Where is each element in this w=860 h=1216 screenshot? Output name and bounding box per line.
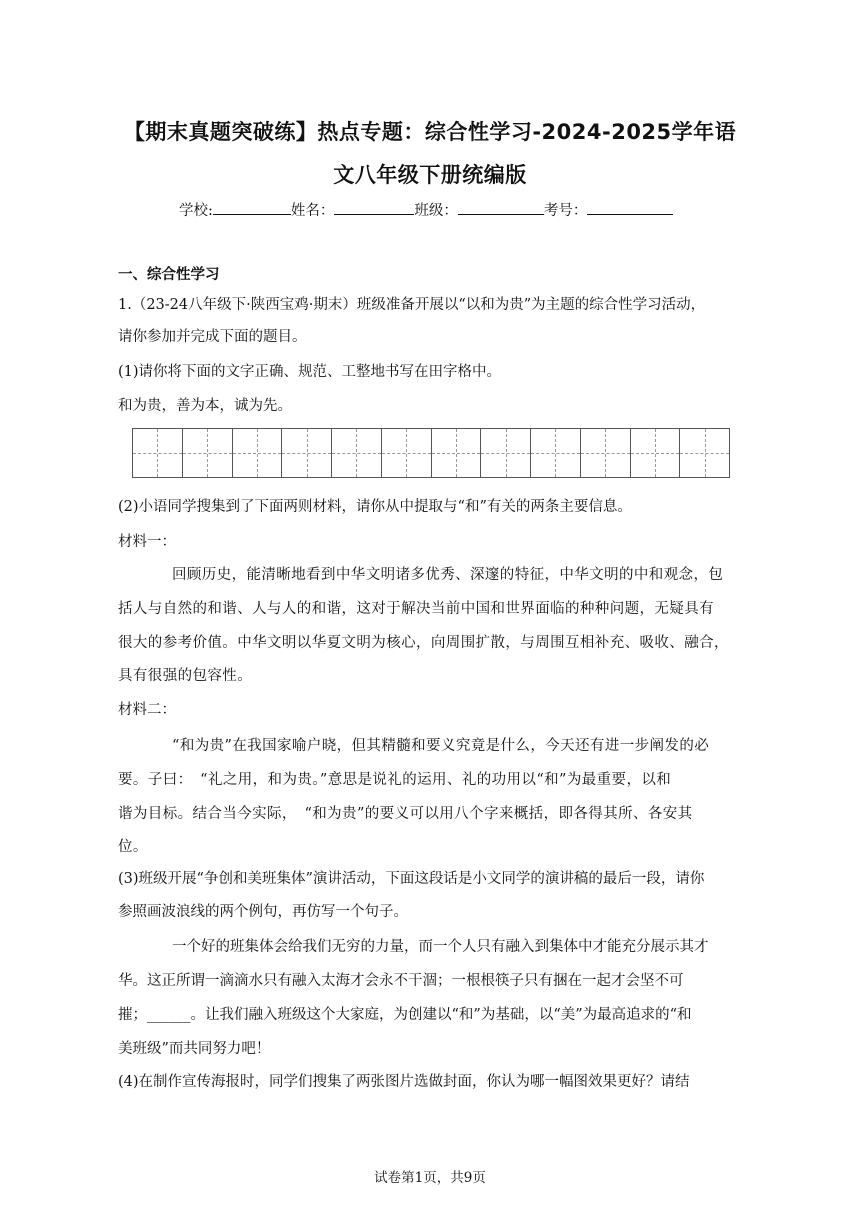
material2-label: 材料二： — [118, 702, 176, 718]
name-label: 姓名： — [290, 203, 335, 219]
tianzige-cell[interactable] — [581, 429, 631, 477]
tianzige-cell[interactable] — [680, 429, 729, 477]
exam-number-label: 考号： — [543, 203, 588, 219]
material2-line: 要。子曰： “礼之用，和为贵。”意思是说礼的运用、礼的功用以“和”为最重要，以和 — [118, 772, 672, 788]
tianzige-cell[interactable] — [382, 429, 432, 477]
tianzige-cell[interactable] — [282, 429, 332, 477]
tianzige-cell[interactable] — [133, 429, 183, 477]
part3-prompt-line: (3)班级开展“争创和美班集体”演讲活动，下面这段话是小文同学的演讲稿的最后一段，请你 — [118, 871, 705, 887]
part3-passage-line: 一个好的班集体会给我们无穷的力量，而一个人只有融入到集体中才能充分展示其才 — [172, 939, 709, 955]
material1-line: 回顾历史，能清晰地看到中华文明诸多优秀、深邃的特征，中华文明的中和观念，包 — [172, 567, 724, 583]
part3-passage-line: 华。这正所谓一滴滴水只有融入太海才会永不干涸；一根根筷子只有捆在一起才会坚不可 — [118, 973, 684, 989]
part1-text: 和为贵，善为本，诚为先。 — [118, 398, 292, 414]
page-footer: 试卷第1页，共9页 — [374, 1170, 486, 1186]
tianzige-cell[interactable] — [432, 429, 482, 477]
part1-prompt: (1)请你将下面的文字正确、规范、工整地书写在田字格中。 — [118, 364, 502, 380]
school-blank[interactable] — [213, 200, 291, 215]
material1-line: 具有很强的包容性。 — [118, 668, 253, 684]
part3-passage-line: 美班级”而共同努力吧！ — [118, 1041, 271, 1057]
part4-prompt: (4)在制作宣传海报时，同学们搜集了两张图片选做封面，你认为哪一幅图效果更好？请结 — [118, 1074, 690, 1090]
tianzige-cell[interactable] — [183, 429, 233, 477]
tianzige-cell[interactable] — [332, 429, 382, 477]
section-heading: 一、综合性学习 — [118, 267, 220, 283]
name-blank[interactable] — [334, 200, 414, 215]
material1-line: 括人与自然的和谐、人与人的和谐，这对于解决当前中国和世界面临的种种问题，无疑具有 — [118, 601, 714, 617]
class-blank[interactable] — [458, 200, 544, 215]
material2-line: 位。 — [118, 839, 148, 855]
material1-label: 材料一： — [118, 534, 176, 550]
exam-number-blank[interactable] — [587, 200, 673, 215]
question-line-2: 请你参加并完成下面的题目。 — [118, 329, 307, 345]
tianzige-cell[interactable] — [481, 429, 531, 477]
material2-line: “和为贵”在我国家喻户晓，但其精髓和要义究竟是什么，今天还有进一步阐发的必 — [172, 738, 710, 754]
question-line-1: 1.（23-24八年级下·陕西宝鸡·期末）班级准备开展以“以和为贵”为主题的综合性学习活动， — [118, 297, 706, 313]
school-label: 学校: — [179, 203, 213, 219]
tianzige-grid[interactable] — [132, 428, 730, 478]
material2-line: 谐为目标。结合当今实际， “和为贵”的要义可以用八个字来概括，即各得其所、各安其 — [118, 806, 693, 822]
tianzige-cell[interactable] — [631, 429, 681, 477]
title-line-1: 【期末真题突破练】热点专题：综合性学习-2024-2025学年语 — [123, 120, 737, 144]
material1-line: 很大的参考价值。中华文明以华夏文明为核心，向周围扩散，与周围互相补充、吸收、融合， — [118, 635, 729, 651]
student-info-row — [179, 199, 673, 220]
title-line-2: 文八年级下册统编版 — [333, 163, 527, 187]
class-label: 班级： — [414, 203, 458, 219]
part2-prompt: (2)小语同学搜集到了下面两则材料，请你从中提取与“和”有关的两条主要信息。 — [118, 499, 632, 515]
part3-passage-line: 摧；______。让我们融入班级这个大家庭，为创建以“和”为基础，以“美”为最高追求的“和 — [118, 1007, 692, 1023]
tianzige-cell[interactable] — [233, 429, 283, 477]
part3-prompt-line: 参照画波浪线的两个例句，再仿写一个句子。 — [118, 904, 408, 920]
tianzige-cell[interactable] — [531, 429, 581, 477]
